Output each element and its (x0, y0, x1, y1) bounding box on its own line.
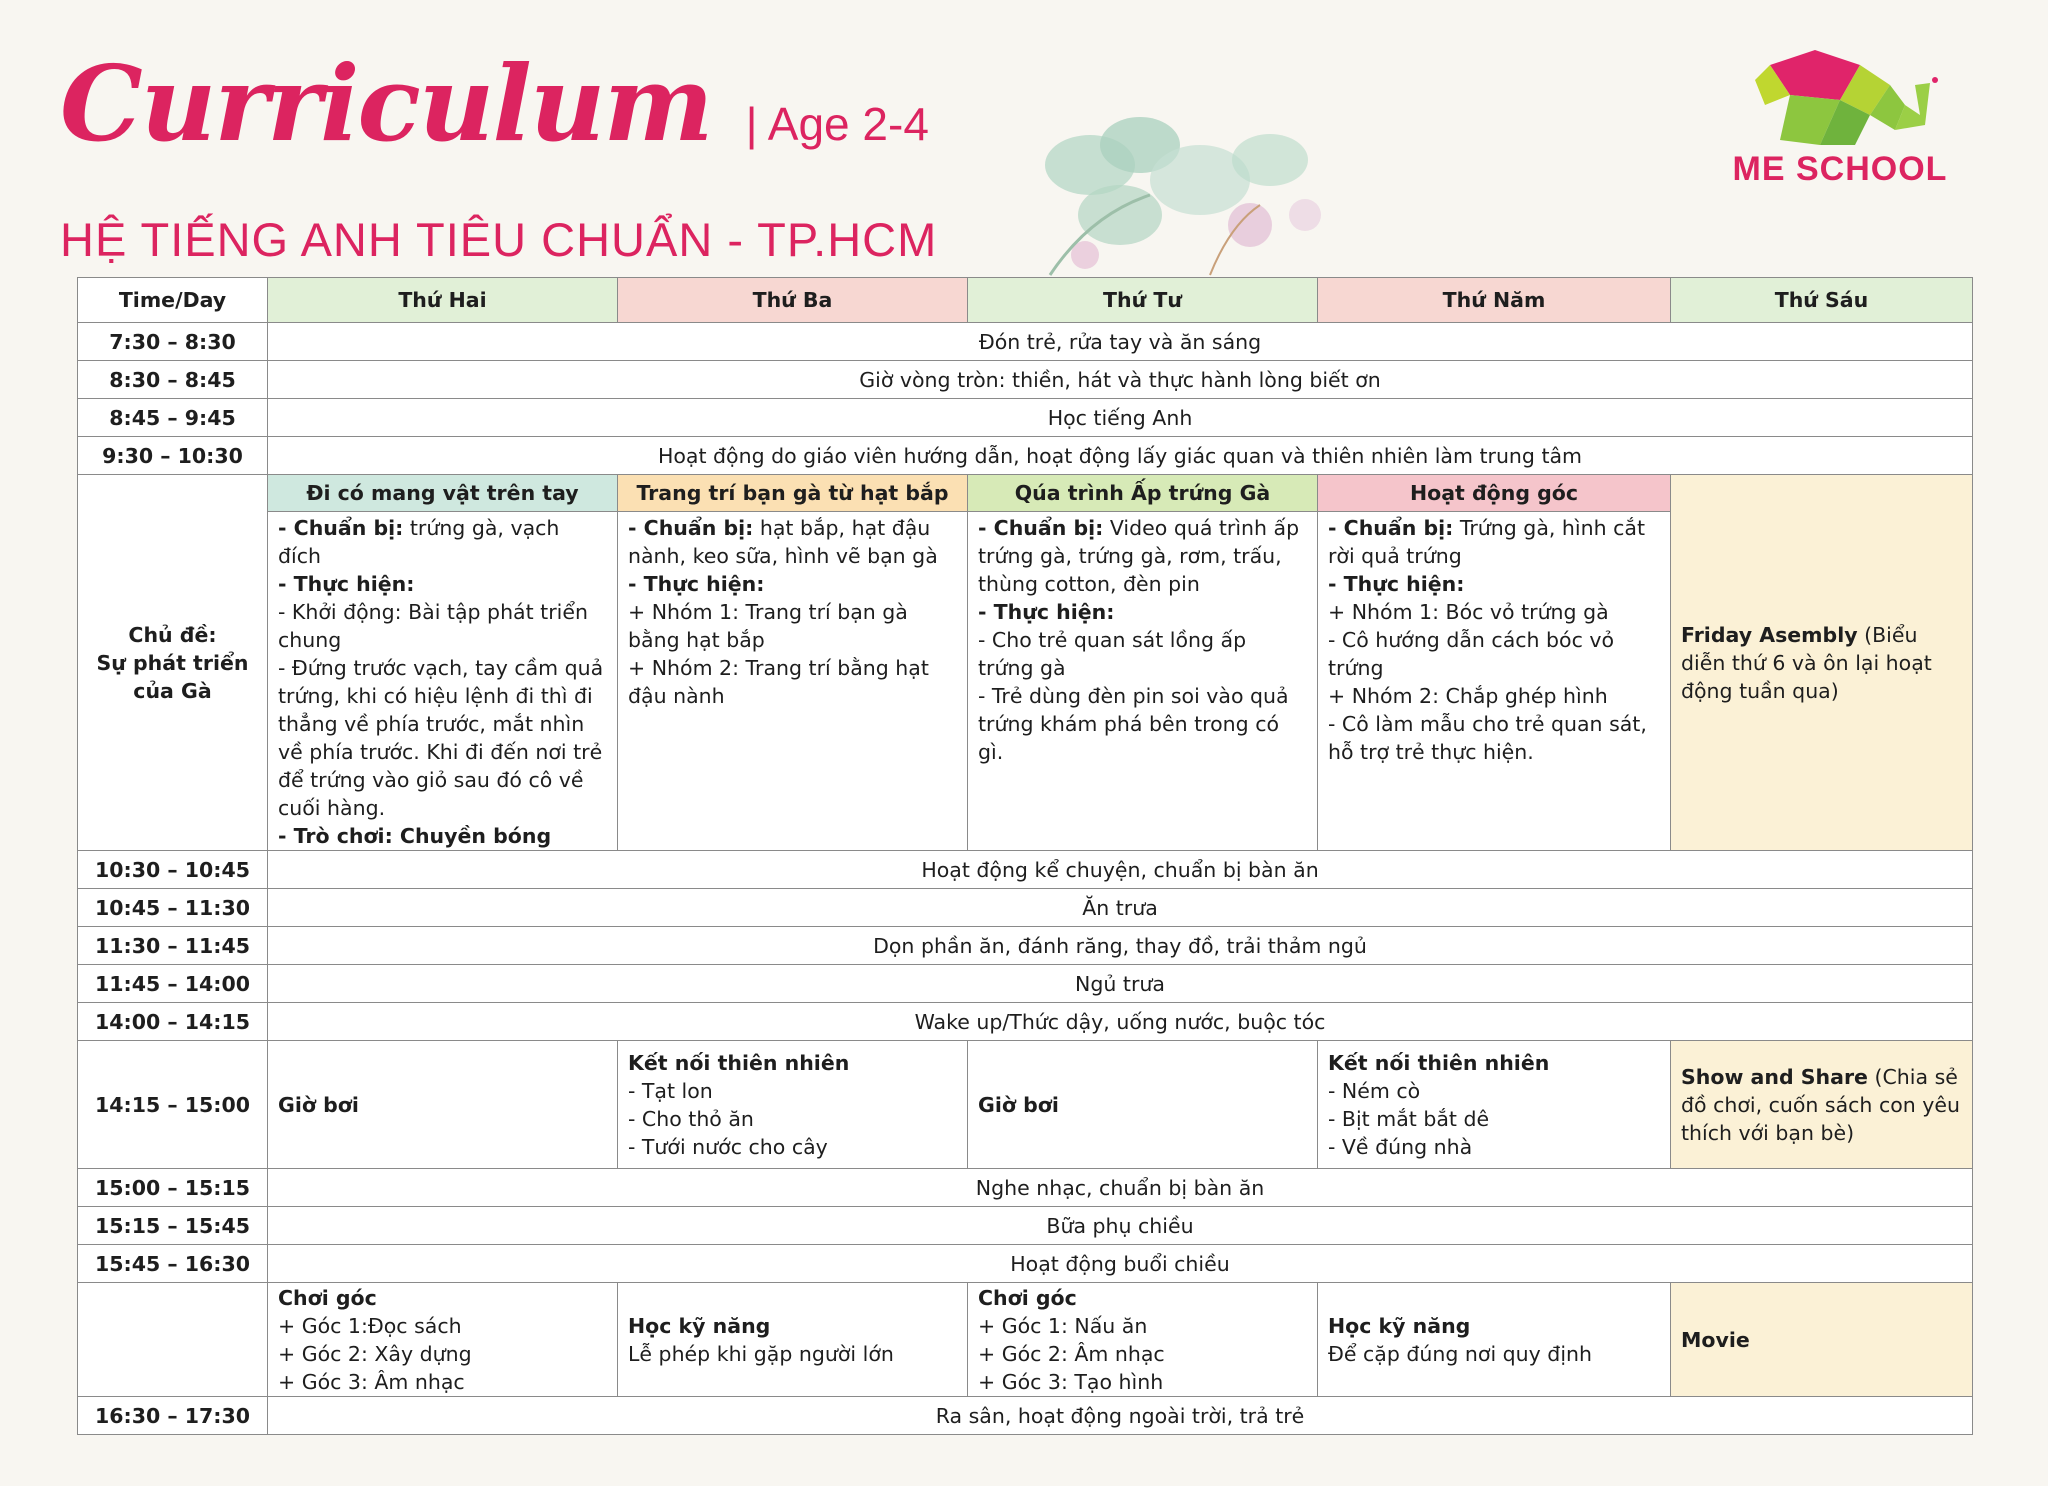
activity-cell: Hoạt động buổi chiều (268, 1245, 1973, 1283)
skills-text: Lễ phép khi gặp người lớn (628, 1341, 894, 1366)
time-cell: 16:30 – 17:30 (78, 1397, 268, 1435)
wednesday-corner-play (968, 1283, 1318, 1397)
tuesday-activity-detail (618, 512, 968, 851)
time-cell: 15:45 – 16:30 (78, 1245, 268, 1283)
show-and-share-title: Show and Share (1681, 1064, 1868, 1089)
afternoon-item: - Tưới nước cho cây (628, 1134, 828, 1159)
header-monday: Thứ Hai (268, 278, 618, 323)
show-and-share-text: (Chia sẻ đồ chơi, cuốn sách con yêu thích với bạn bè) (1681, 1064, 1961, 1145)
header-time-day: Time/Day (78, 278, 268, 323)
friday-assembly-text: (Biểu diễn thứ 6 và ôn lại hoạt động tuần qua) (1681, 622, 1932, 703)
detail-label: - Chuẩn bị: (628, 516, 754, 540)
detail-text: - Trẻ dùng đèn pin soi vào quả trứng khám phá bên trong có gì. (978, 684, 1289, 764)
wednesday-afternoon: Giờ bơi (968, 1041, 1318, 1169)
detail-text: - Đứng trước vạch, tay cầm quả trứng, khi có hiệu lệnh đi thì đi thẳng về phía trước, mắt nhìn về phía trước. Khi đi đến nơi trẻ để trứng vào giỏ sau đó cô về cuối hàng. (278, 656, 604, 820)
afternoon-item: - Bịt mắt bắt dê (1328, 1106, 1490, 1131)
table-row (78, 1397, 1973, 1435)
detail-label: - Thực hiện: (978, 600, 1115, 624)
detail-text: Trứng gà, hình cắt rời quả trứng (1328, 516, 1645, 568)
tuesday-activity-title: Trang trí bạn gà từ hạt bắp (618, 475, 968, 512)
skills-item: + Góc 2: Âm nhạc (978, 1341, 1165, 1366)
detail-text: + Nhóm 1: Trang trí bạn gà bằng hạt bắp (628, 600, 908, 652)
detail-label: - Chuẩn bị: (978, 516, 1104, 540)
activity-cell: Bữa phụ chiều (268, 1207, 1973, 1245)
header-friday: Thứ Sáu (1671, 278, 1973, 323)
detail-text: hạt bắp, hạt đậu nành, keo sữa, hình vẽ bạn gà (628, 516, 938, 568)
detail-text: + Nhóm 1: Bóc vỏ trứng gà (1328, 600, 1609, 624)
tuesday-skills (618, 1283, 968, 1397)
time-cell: 10:30 – 10:45 (78, 851, 268, 889)
detail-text: - Cô hướng dẫn cách bóc vỏ trứng (1328, 628, 1615, 680)
activity-cell: Ngủ trưa (268, 965, 1973, 1003)
table-row (78, 1245, 1973, 1283)
table-row (78, 323, 1973, 361)
skills-title: Học kỹ năng (1328, 1313, 1471, 1338)
skills-row (78, 1283, 1973, 1397)
thursday-activity-title: Hoạt động góc (1318, 475, 1671, 512)
detail-label: - Thực hiện: (1328, 572, 1465, 596)
afternoon-row (78, 1041, 1973, 1169)
header-thursday: Thứ Năm (1318, 278, 1671, 323)
detail-text: Video quá trình ấp trứng gà, trứng gà, rơm, trấu, thùng cotton, đèn pin (978, 516, 1300, 596)
skills-item: + Góc 3: Âm nhạc (278, 1369, 465, 1394)
time-cell: 9:30 – 10:30 (78, 437, 268, 475)
activity-cell: Wake up/Thức dậy, uống nước, buộc tóc (268, 1003, 1973, 1041)
time-cell: 15:15 – 15:45 (78, 1207, 268, 1245)
table-row (78, 851, 1973, 889)
detail-text: - Cô làm mẫu cho trẻ quan sát, hỗ trợ trẻ thực hiện. (1328, 712, 1647, 764)
thursday-skills (1318, 1283, 1671, 1397)
detail-text: + Nhóm 2: Chắp ghép hình (1328, 684, 1608, 708)
afternoon-item: - Ném cò (1328, 1078, 1421, 1103)
table-row (78, 965, 1973, 1003)
theme-label-cell (78, 475, 268, 851)
friday-assembly-cell (1671, 475, 1973, 851)
friday-afternoon (1671, 1041, 1973, 1169)
friday-assembly-title: Friday Asembly (1681, 622, 1858, 647)
time-cell: 8:30 – 8:45 (78, 361, 268, 399)
time-cell: 11:45 – 14:00 (78, 965, 268, 1003)
afternoon-item: - Tạt lon (628, 1078, 713, 1103)
header-row (78, 278, 1973, 323)
skills-item: + Góc 2: Xây dựng (278, 1341, 472, 1366)
program-subtitle: HỆ TIẾNG ANH TIÊU CHUẨN - TP.HCM (60, 213, 938, 266)
time-cell: 7:30 – 8:30 (78, 323, 268, 361)
monday-activity-title: Đi có mang vật trên tay (268, 475, 618, 512)
table-row (78, 361, 1973, 399)
tuesday-afternoon (618, 1041, 968, 1169)
wednesday-activity-detail (968, 512, 1318, 851)
time-cell: 15:00 – 15:15 (78, 1169, 268, 1207)
floral-decoration-icon (1030, 105, 1410, 280)
theme-label: của Gà (133, 678, 212, 703)
skills-title: Học kỹ năng (628, 1313, 771, 1338)
activity-cell: Ăn trưa (268, 889, 1973, 927)
header-wednesday: Thứ Tư (968, 278, 1318, 323)
skills-item: + Góc 3: Tạo hình (978, 1369, 1164, 1394)
skills-title: Chơi góc (978, 1285, 1077, 1310)
wednesday-activity-title: Qúa trình Ấp trứng Gà (968, 475, 1318, 512)
detail-label: - Chuẩn bị: (1328, 516, 1454, 540)
thursday-activity-detail (1318, 512, 1671, 851)
skills-item: + Góc 1:Đọc sách (278, 1313, 462, 1338)
time-cell-empty (78, 1283, 268, 1397)
afternoon-title: Kết nối thiên nhiên (628, 1050, 850, 1075)
schedule-table (77, 277, 1973, 1435)
table-row (78, 437, 1973, 475)
activity-cell: Học tiếng Anh (268, 399, 1973, 437)
table-row (78, 1169, 1973, 1207)
activity-cell: Hoạt động do giáo viên hướng dẫn, hoạt động lấy giác quan và thiên nhiên làm trung tâm (268, 437, 1973, 475)
theme-title-row (78, 475, 1973, 512)
detail-text: trứng gà, vạch đích (278, 516, 560, 568)
detail-label: - Trò chơi: Chuyền bóng (278, 824, 552, 848)
detail-text: - Cho trẻ quan sát lồng ấp trứng gà (978, 628, 1247, 680)
theme-label: Sự phát triển (96, 650, 249, 675)
time-cell: 14:15 – 15:00 (78, 1041, 268, 1169)
activity-cell: Ra sân, hoạt động ngoài trời, trả trẻ (268, 1397, 1973, 1435)
time-cell: 8:45 – 9:45 (78, 399, 268, 437)
monday-corner-play (268, 1283, 618, 1397)
time-cell: 11:30 – 11:45 (78, 927, 268, 965)
detail-label: - Thực hiện: (278, 572, 415, 596)
skills-item: + Góc 1: Nấu ăn (978, 1313, 1148, 1338)
afternoon-title: Kết nối thiên nhiên (1328, 1050, 1550, 1075)
brand-title (60, 42, 929, 165)
header-tuesday: Thứ Ba (618, 278, 968, 323)
afternoon-item: - Về đúng nhà (1328, 1134, 1473, 1159)
table-row (78, 1207, 1973, 1245)
time-cell: 14:00 – 14:15 (78, 1003, 268, 1041)
school-logo-text: ME SCHOOL (1732, 150, 1948, 188)
detail-text: + Nhóm 2: Trang trí bằng hạt đậu nành (628, 656, 929, 708)
curriculum-title: Curriculum (60, 42, 712, 165)
monday-afternoon: Giờ bơi (268, 1041, 618, 1169)
detail-text: - Khởi động: Bài tập phát triển chung (278, 600, 588, 652)
activity-cell: Dọn phần ăn, đánh răng, thay đồ, trải thảm ngủ (268, 927, 1973, 965)
table-row (78, 889, 1973, 927)
afternoon-item: - Cho thỏ ăn (628, 1106, 754, 1131)
skills-text: Để cặp đúng nơi quy định (1328, 1341, 1592, 1366)
friday-movie: Movie (1671, 1283, 1973, 1397)
detail-label: - Thực hiện: (628, 572, 765, 596)
activity-cell: Nghe nhạc, chuẩn bị bàn ăn (268, 1169, 1973, 1207)
theme-label: Chủ đề: (128, 622, 217, 647)
skills-title: Chơi góc (278, 1285, 377, 1310)
activity-cell: Đón trẻ, rửa tay và ăn sáng (268, 323, 1973, 361)
time-cell: 10:45 – 11:30 (78, 889, 268, 927)
monday-activity-detail (268, 512, 618, 851)
table-row (78, 1003, 1973, 1041)
table-row (78, 927, 1973, 965)
activity-cell: Giờ vòng tròn: thiền, hát và thực hành lòng biết ơn (268, 361, 1973, 399)
detail-label: - Chuẩn bị: (278, 516, 404, 540)
thursday-afternoon (1318, 1041, 1671, 1169)
activity-cell: Hoạt động kể chuyện, chuẩn bị bàn ăn (268, 851, 1973, 889)
table-row (78, 399, 1973, 437)
age-label: | Age 2-4 (745, 98, 929, 150)
